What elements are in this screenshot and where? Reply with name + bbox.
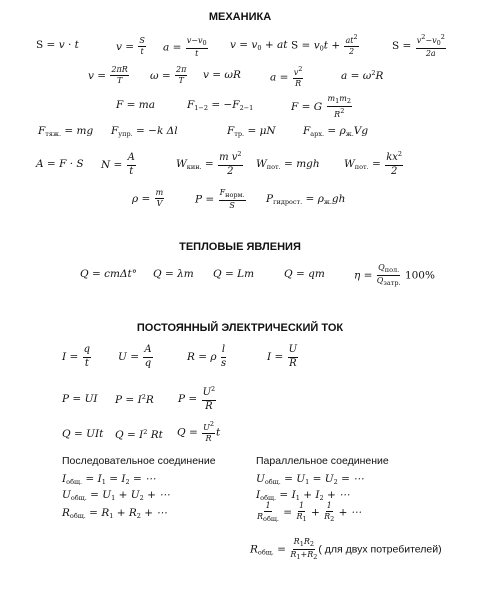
formula-heat-u2r: Q = $\frac{U^2}{R}$ t	[177, 420, 221, 444]
formula-series-current: $I_{общ.} = I_1 = I_2$ = ⋯	[62, 473, 156, 486]
formula-current: I = $\frac{q}{t}$	[62, 344, 91, 369]
formula-spring-energy: $W_{пот.}$ = $\frac{kx^2}{2}$	[344, 150, 403, 177]
formula-newton-3: $F_{1-2} = -F_{2-1}$	[187, 99, 254, 112]
formula-gravity-force: $F_{тяж.}$ = mg	[38, 125, 94, 138]
formula-pressure: P = $\frac{F_{норм.}}{S}$	[195, 188, 245, 210]
formula-ohm: I = $\frac{U}{R}$	[267, 344, 298, 369]
formula-angular-velocity: ω = $\frac{2\pi}{T}$	[150, 65, 187, 86]
formula-velocity-t: $v = v_0$ + at	[230, 39, 288, 52]
formula-parallel-voltage: $U_{общ.} = U_1 = U_2$ = ⋯	[256, 473, 364, 486]
formula-series-voltage: $U_{общ.} = U_1 + U_2$ + ⋯	[62, 489, 170, 502]
formula-heat: Q = cmΔt°	[80, 268, 138, 280]
formula-parallel-current: $I_{общ.} = I_1 + I_2$ + ⋯	[256, 489, 350, 502]
formula-hydrostatic: $P_{гидрост.} = \rho_{ж.}gh$	[266, 193, 346, 206]
formula-voltage: U = $\frac{A}{q}$	[118, 344, 152, 369]
formula-heat-uit: Q = UIt	[62, 428, 104, 440]
parallel-connection-title: Параллельное соединение	[256, 455, 389, 467]
formula-power: N = $\frac{A}{t}$	[101, 152, 135, 177]
formula-gravitation: F = G $\frac{m_1m_2}{R^2}$	[291, 94, 351, 119]
heading-electric: ПОСТОЯННЫЙ ЭЛЕКТРИЧЕСКИЙ ТОК	[136, 322, 344, 334]
formula-power-ui: P = UI	[62, 393, 98, 405]
formula-combustion: Q = qm	[284, 268, 325, 280]
formula-distance: S = v · t	[36, 39, 79, 51]
formula-newton-2: F = ma	[116, 99, 155, 111]
formula-friction: $F_{тр.} = \mu N$	[227, 125, 276, 138]
percent-label: 100%	[404, 269, 435, 282]
two-consumers-note: ( для двух потребителей)	[318, 543, 442, 556]
formula-archimedes: $F_{арх.} = \rho_{ж.}Vg$	[303, 125, 369, 138]
formula-series-resistance: $R_{общ.} = R_1 + R_2$ + ⋯	[62, 507, 167, 520]
formula-power-u2r: P = $\frac{U^2}{R}$	[178, 385, 216, 412]
heading-thermal: ТЕПЛОВЫЕ ЯВЛЕНИЯ	[179, 241, 301, 253]
formula-elastic-force: $F_{упр.} = -k$ Δl	[111, 125, 178, 138]
formula-melting: Q = λm	[153, 268, 194, 280]
formula-acceleration: a = $\frac{v-v_0}{t}$	[163, 36, 207, 58]
formula-displacement-v: S = $\frac{v^2-v_0^2}{2a}$	[392, 33, 445, 58]
formula-density: ρ = $\frac{m}{V}$	[132, 188, 164, 209]
formula-vaporization: Q = Lm	[213, 268, 255, 280]
formula-v-omega: v = ωR	[203, 69, 241, 81]
formula-displacement: $S = v_0t$ + $\frac{at^2}{2}$	[291, 33, 358, 57]
formula-velocity: v = $\frac{S}{t}$	[116, 36, 145, 57]
formula-circular-velocity: v = $\frac{2\pi R}{T}$	[88, 65, 128, 86]
formula-parallel-resistance: $\frac{1}{R_{общ.}}$ = $\frac{1}{R_1}$ + $\frac{1}{R_2}$ + ⋯	[257, 501, 362, 524]
formula-resistance: R = ρ $\frac{l}{s}$	[187, 344, 227, 369]
formula-kinetic-energy: $W_{кин.}$ = $\frac{m v^2}{2}$	[176, 150, 242, 177]
formula-power-i2r: $P = I^2R$	[115, 393, 154, 406]
formula-efficiency: η = $\frac{Q_{пол.}}{Q_{затр.}}$ 100%	[354, 263, 435, 287]
formula-two-resistors: $R_{общ.}$ = $\frac{R_1R_2}{R_1+R_2}$ ( для двух потребителей)	[250, 537, 442, 561]
series-connection-title: Последовательное соединение	[62, 455, 216, 467]
formula-centripetal: a = $\frac{v^2}{R}$	[270, 65, 303, 89]
formula-work: A = F · S	[36, 158, 84, 170]
formula-centripetal-omega: $a = \omega^2R$	[341, 69, 384, 82]
heading-mechanics: МЕХАНИКА	[208, 11, 272, 23]
formula-potential-energy: $W_{пот.}$ = mgh	[256, 158, 320, 171]
formula-joule-lenz: $Q = I^2$ Rt	[115, 428, 163, 441]
